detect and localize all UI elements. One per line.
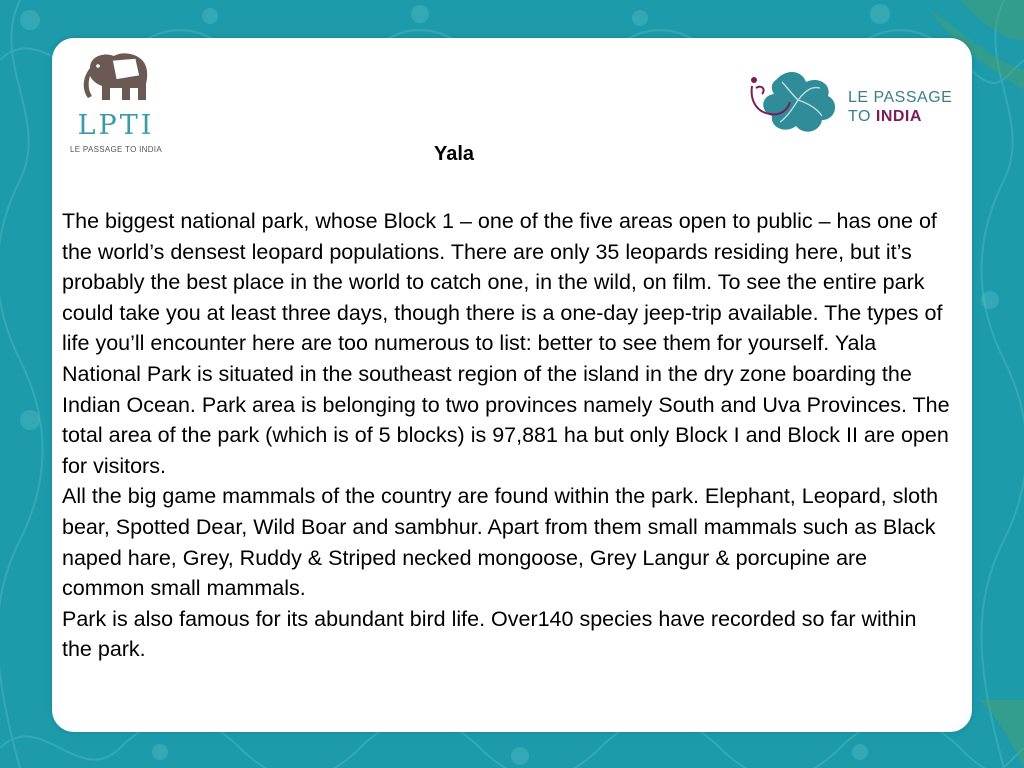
article-body [62, 206, 952, 665]
elephant-icon [76, 48, 156, 108]
brand-name-line2 [848, 108, 922, 126]
brand-name-to: TO [848, 108, 876, 125]
brand-name-line1: LE PASSAGE [848, 89, 953, 106]
paragraph-mammals: All the big game mammals of the country are found within the park. Elephant, Leopard, sloth bear, Spotted Dear, Wild Boar and sambhur. Apart from them small mammals such as Black naped hare, Grey, Ruddy & Striped necked mongoose, Grey Langur & porcupine are common small mammals. [62, 484, 939, 601]
lpti-wordmark: LPTI [77, 110, 155, 141]
lpti-tagline: LE PASSAGE TO INDIA [70, 145, 162, 154]
page-title: Yala [433, 143, 475, 165]
paragraph-intro: The biggest national park, whose Block 1 – one of the five areas open to public – has one of the world’s densest leopard populations. There are only 35 leopards residing here, but it’s probably the best place in the world to catch one, in the wild, on film. To see the entire park could take you at least three days, though there is a one-day jeep-trip available. The types of life you’ll encounter here are too numerous to list: better to see them for yourself. Yala National Park is situated in the southeast region of the island in the dry zone boarding the Indian Ocean. Park area is belonging to two provinces namely South and Uva Provinces. The total area of the park (which is of 5 blocks) is 97,881 ha but only Block I and Block II are open for visitors. [62, 209, 950, 478]
brand-name-india: INDIA [875, 108, 922, 125]
le-passage-to-india-logo [746, 66, 962, 138]
flower-icon [746, 66, 846, 138]
lpti-logo [64, 48, 168, 160]
paragraph-birds: Park is also famous for its abundant bird life. Over140 species have recorded so far within the park. [62, 606, 917, 662]
